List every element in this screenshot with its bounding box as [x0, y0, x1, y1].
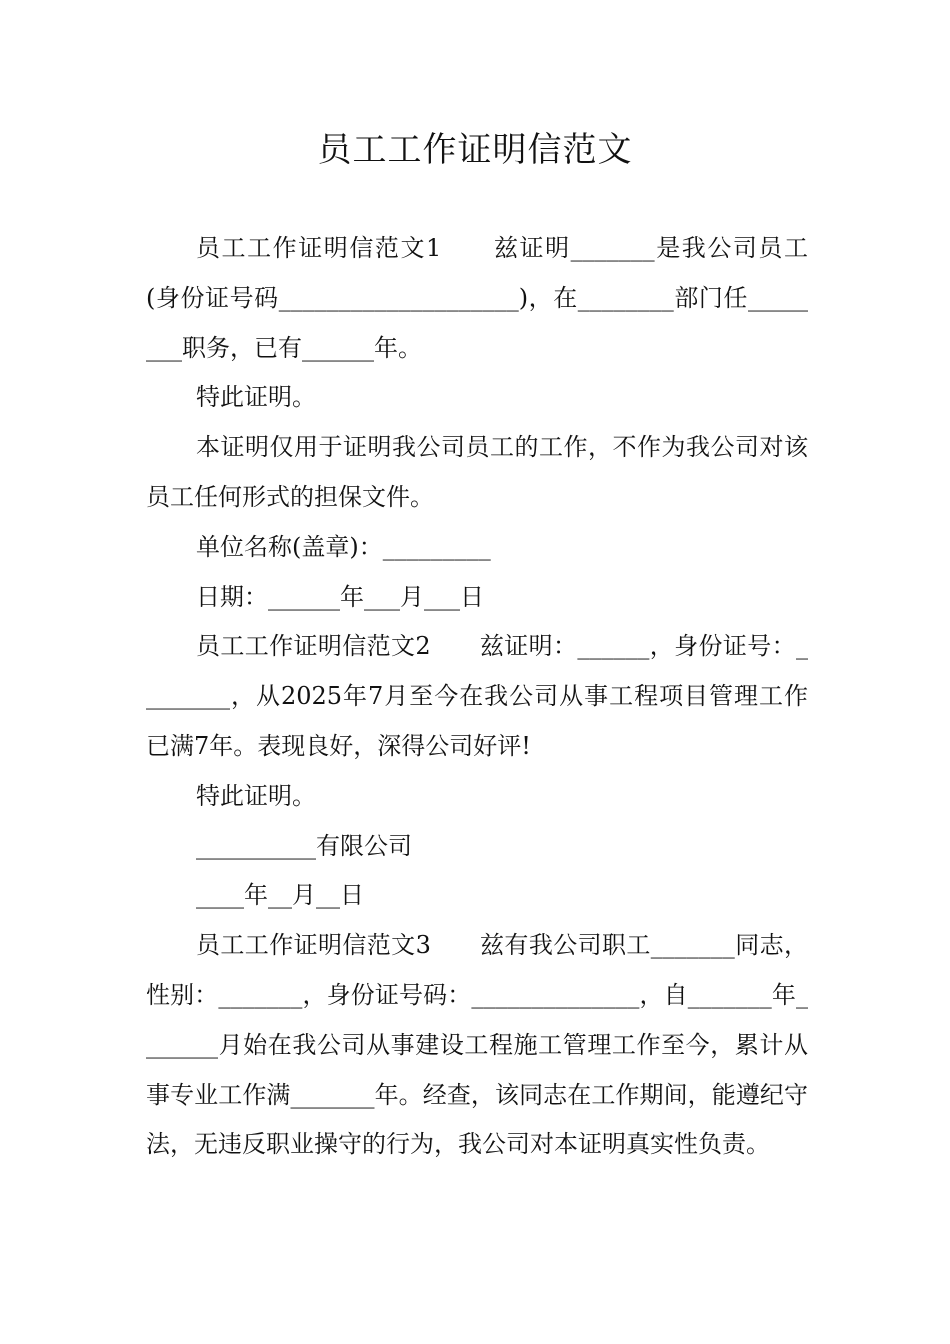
- sample-2-paragraph: 员工工作证明信范文2 兹证明：______，身份证号：________，从2025年7月至今在我公司从事工程项目管理工作已满7年。表现良好，深得公司好评!: [146, 632, 808, 760]
- sample-2-company: __________有限公司: [196, 831, 412, 860]
- document-body: [146, 224, 808, 1170]
- sample-1-date: 日期：______年___月___日: [196, 582, 484, 611]
- sample-1-paragraph: 员工工作证明信范文1 兹证明_______是我公司员工(身份证号码____________________)，在________部门任________职务，已有______年。: [146, 234, 808, 362]
- sample-3-paragraph: 员工工作证明信范文3 兹有我公司职工_______同志，性别：_______，身份证号码：______________，自_______年_______月始在我公司从事建设工程施工管理工作至今，累计从事专业工作满_______年。经查，该同志在工作期间，能遵纪守法，无违反职业操守的行为，我公司对本证明真实性负责。: [146, 931, 808, 1159]
- sample-2-date: ____年__月__日: [196, 881, 364, 910]
- sample-2-closing: 特此证明。: [196, 781, 316, 810]
- document-title: 员工工作证明信范文: [317, 130, 633, 170]
- sample-1-disclaimer: 本证明仅用于证明我公司员工的工作，不作为我公司对该员工任何形式的担保文件。: [146, 433, 808, 511]
- sample-1-unit-name: 单位名称(盖章)：_________: [196, 532, 491, 561]
- sample-1-closing: 特此证明。: [196, 383, 316, 412]
